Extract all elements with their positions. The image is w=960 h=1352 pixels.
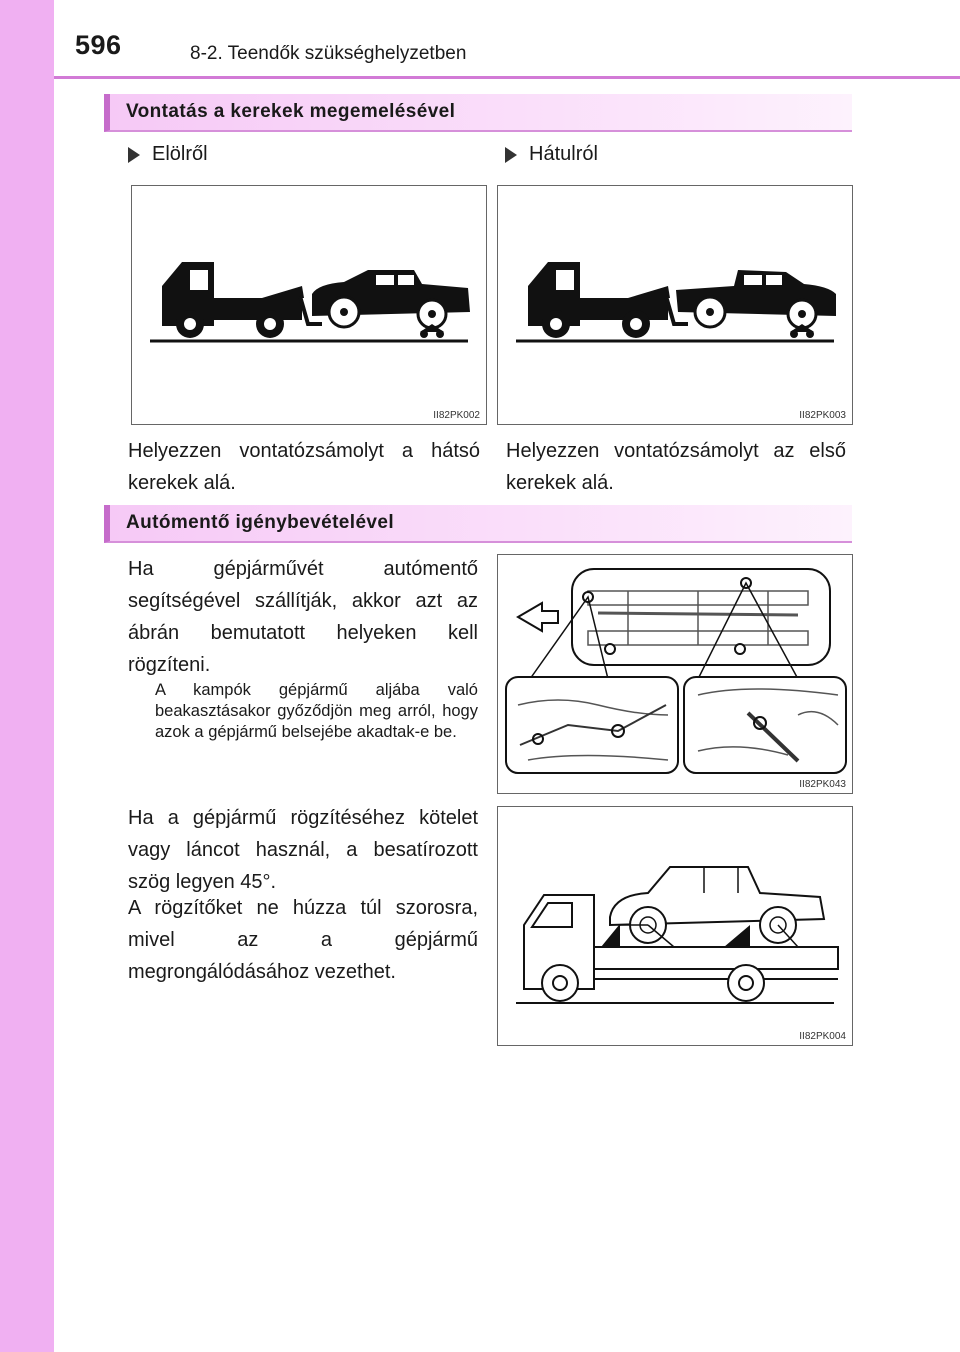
tow-truck-rear-illustration: [498, 186, 854, 426]
paragraph-rope-angle: Ha a gépjármű rögzítéséhez kötelet vagy láncot használ, a besatírozott szög legyen 45°.: [128, 807, 478, 893]
triangle-bullet-icon: [505, 147, 517, 163]
header-rule: [54, 76, 960, 79]
image-code: II82PK043: [799, 779, 846, 790]
figure-car-on-truck: [497, 806, 853, 1046]
image-code: II82PK002: [433, 410, 480, 421]
figure-tow-rear: [497, 185, 853, 425]
subheading-rear-label: Hátulról: [529, 143, 598, 165]
figure-tow-front: [131, 185, 487, 425]
paragraph-tightening-warning: A rögzítőket ne húzza túl szorosra, mivel az a gépjármű megrongálódásához vezethet.: [128, 897, 478, 983]
subheading-front: [128, 143, 208, 166]
underbody-hook-points-illustration: [498, 555, 854, 795]
caption-front: Helyezzen vontatózsámolyt a hátsó kerekek alá.: [128, 440, 480, 494]
subheading-front-label: Elölről: [152, 143, 208, 165]
section-heading-towing-lift: Vontatás a kerekek megemelésével: [104, 94, 852, 132]
paragraph-tow-truck-fixing: Ha gépjárművét autómentő segítségével szállítják, akkor azt az ábrán bemutatott helyeken kell rögzíteni.: [128, 558, 478, 676]
figure-underbody-hooks: [497, 554, 853, 794]
note-hook-attachment: A kampók gépjármű aljába való beakasztásakor győződjön meg arról, hogy azok a gépjármű belsejébe akadtak-e be.: [155, 681, 478, 741]
caption-rear: Helyezzen vontatózsámolyt az első kerekek alá.: [506, 440, 846, 494]
car-on-flatbed-illustration: [498, 807, 854, 1047]
side-tab-strip: [0, 0, 54, 1352]
tow-truck-front-illustration: [132, 186, 488, 426]
triangle-bullet-icon: [128, 147, 140, 163]
section-heading-tow-truck: Autómentő igénybevételével: [104, 505, 852, 543]
subheading-rear: [505, 143, 598, 166]
image-code: II82PK003: [799, 410, 846, 421]
page-number: 596: [75, 30, 122, 60]
image-code: II82PK004: [799, 1031, 846, 1042]
section-title: 8-2. Teendők szükséghelyzetben: [190, 43, 467, 64]
